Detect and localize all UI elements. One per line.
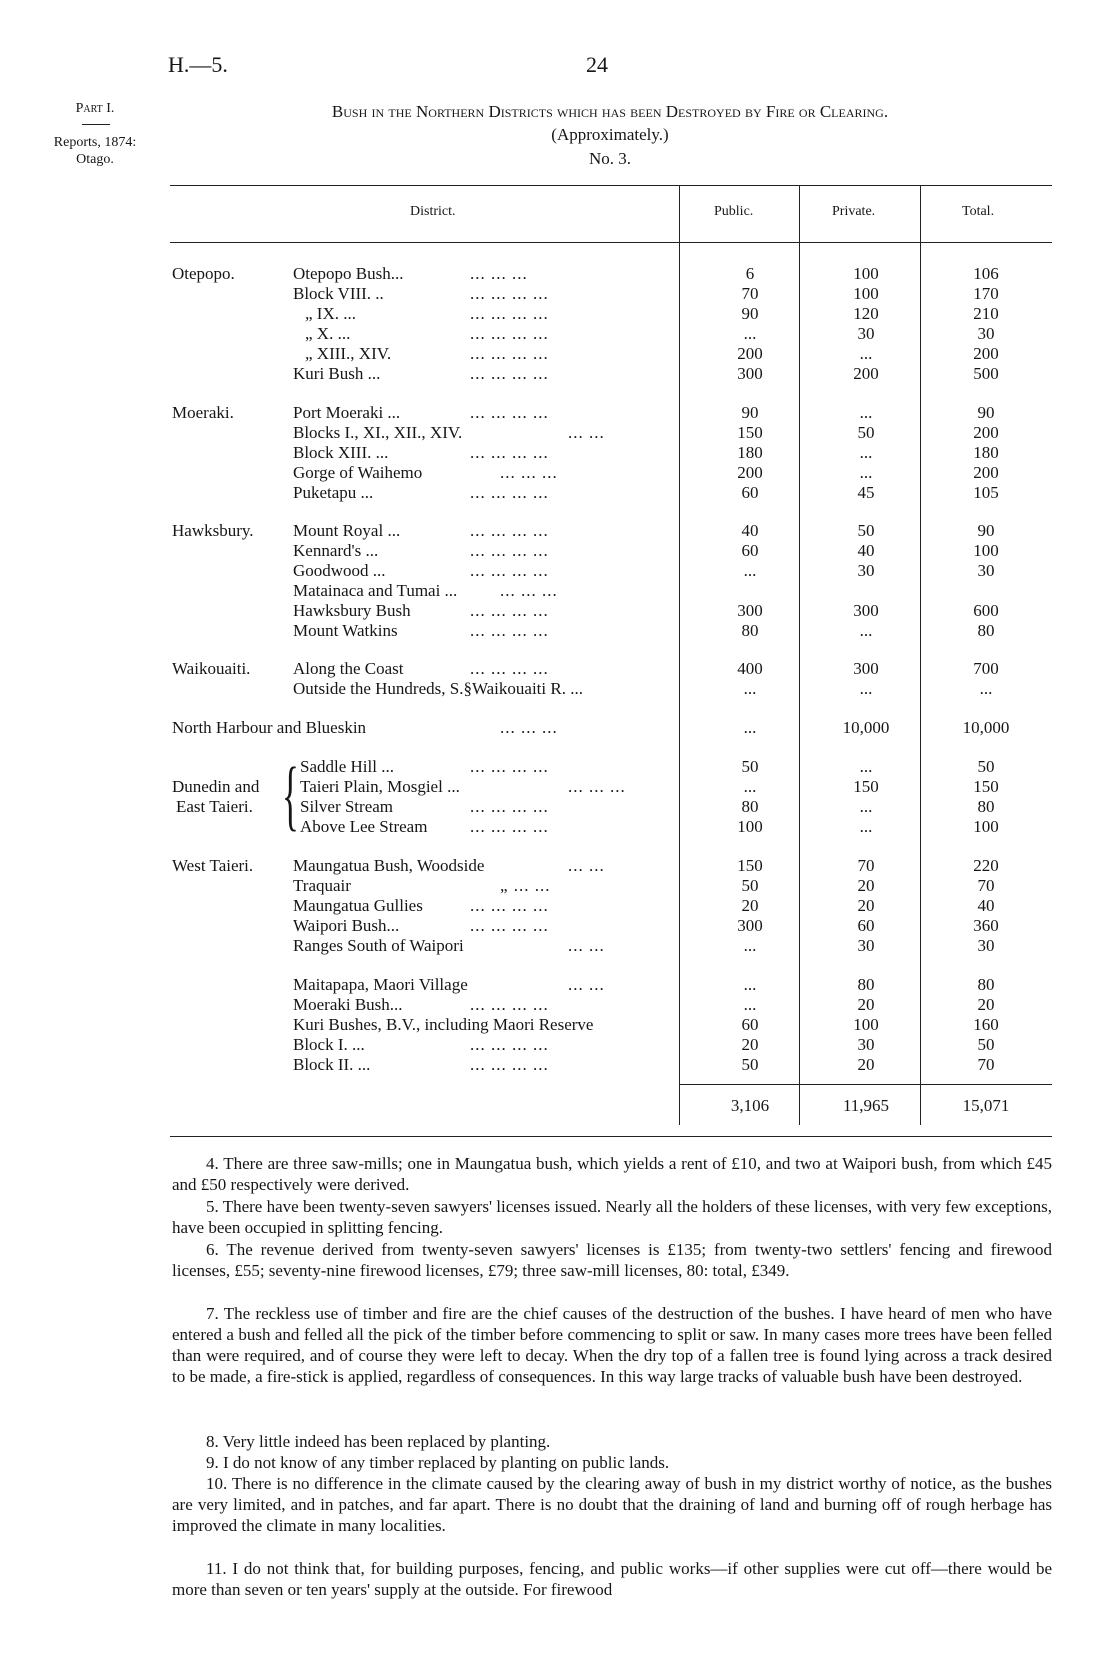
table-row [0, 757, 1114, 777]
table-row [0, 304, 1114, 324]
col-header-private: Private. [832, 204, 876, 219]
private-cell: 300 [853, 601, 879, 620]
table-row [0, 443, 1114, 463]
table-row [0, 423, 1114, 443]
district-cell: West Taieri. [172, 856, 254, 875]
public-cell: 50 [741, 757, 759, 776]
location-cell: „ IX. ... [305, 304, 356, 323]
leader-dots: ... ... ... ... [470, 601, 549, 620]
private-cell: 20 [857, 896, 875, 915]
col-header-public: Public. [714, 204, 754, 219]
private-cell: 50 [857, 423, 875, 442]
public-cell: ... [743, 679, 757, 698]
table-row [0, 1055, 1114, 1075]
table-row [0, 324, 1114, 344]
private-cell: ... [859, 621, 873, 640]
public-cell: ... [743, 561, 757, 580]
public-cell: ... [743, 936, 757, 955]
total-cell: 80 [977, 975, 995, 994]
public-cell: 90 [741, 304, 759, 323]
private-cell: 45 [857, 483, 875, 502]
paragraph-7: 7. The reckless use of timber and fire are the chief causes of the destruction of the bushes. I have heard of men who have entered a bush and felled all the pick of the timber before commencing to split or saw. In many cases more trees have been felled than were required, and of course they were left to decay. When the dry top of a fallen tree is found lying across a track desired to be made, a fire-stick is applied, regardless of consequences. In this way large tracks of valuable bush have been destroyed. [172, 1304, 1052, 1386]
leader-dots: ... ... ... [568, 777, 626, 796]
total-cell: 70 [977, 876, 995, 895]
total-cell: 80 [977, 797, 995, 816]
total-cell: 50 [977, 757, 995, 776]
district-cell: Dunedin and [172, 777, 260, 796]
table-number: No. 3. [588, 149, 632, 168]
private-cell: 10,000 [842, 718, 890, 737]
table-title: Bush in the Northern Districts which has been Destroyed by Fire or Clearing. [331, 102, 889, 121]
public-cell: 40 [741, 521, 759, 540]
private-cell: ... [859, 757, 873, 776]
leader-dots: ... ... ... ... [470, 621, 549, 640]
total-cell: 80 [977, 621, 995, 640]
private-cell: 80 [857, 975, 875, 994]
public-cell: ... [743, 324, 757, 343]
location-cell: Kuri Bushes, B.V., including Maori Reserve [293, 1015, 594, 1034]
location-cell: Block VIII. .. [293, 284, 384, 303]
leader-dots: ... ... ... ... [470, 304, 549, 323]
public-cell: ... [743, 718, 757, 737]
public-cell: 100 [737, 817, 763, 836]
location-cell: Ranges South of Waipori [293, 936, 464, 955]
margin-place: Otago. [76, 152, 114, 167]
leader-dots: ... ... ... [500, 581, 558, 600]
leader-dots: ... ... ... ... [470, 817, 549, 836]
private-cell: ... [859, 817, 873, 836]
district-cell: Otepopo. [172, 264, 235, 283]
leader-dots: ... ... ... ... [470, 284, 549, 303]
table-row [0, 601, 1114, 621]
leader-dots: ... ... ... [500, 463, 558, 482]
location-cell: Maungatua Gullies [293, 896, 423, 915]
table-subtitle: (Approximately.) [551, 125, 669, 144]
col-header-total: Total. [962, 204, 995, 219]
location-cell: Silver Stream [300, 797, 394, 816]
private-cell: 20 [857, 876, 875, 895]
table-row [0, 521, 1114, 541]
total-cell: 180 [973, 443, 999, 462]
private-cell: 200 [853, 364, 879, 383]
location-cell: Above Lee Stream [300, 817, 428, 836]
total-cell: 200 [973, 344, 999, 363]
private-cell: 30 [857, 1035, 875, 1054]
leader-dots: ... ... ... ... [470, 443, 549, 462]
table-row [0, 797, 1114, 817]
table-row [0, 916, 1114, 936]
public-cell: ... [743, 975, 757, 994]
paragraph-8: 8. Very little indeed has been replaced by planting. [206, 1432, 551, 1451]
public-cell: 200 [737, 463, 763, 482]
total-cell: 100 [973, 817, 999, 836]
public-cell: 60 [741, 483, 759, 502]
location-cell: Maitapapa, Maori Village [293, 975, 468, 994]
public-cell: 180 [737, 443, 763, 462]
paragraph-9: 9. I do not know of any timber replaced by planting on public lands. [206, 1453, 670, 1472]
location-cell: Block II. ... [293, 1055, 371, 1074]
total-cell: 30 [977, 936, 995, 955]
public-cell: 50 [741, 876, 759, 895]
leader-dots: „ ... ... [500, 876, 551, 895]
leader-dots: ... ... ... [470, 264, 528, 283]
leader-dots: ... ... ... ... [470, 659, 549, 678]
public-cell: 60 [741, 541, 759, 560]
leader-dots: ... ... ... ... [470, 797, 549, 816]
public-cell: 300 [737, 364, 763, 383]
public-cell: 80 [741, 621, 759, 640]
private-cell: 300 [853, 659, 879, 678]
total-cell: 210 [973, 304, 999, 323]
leader-dots: ... ... ... ... [470, 521, 549, 540]
total-cell: 50 [977, 1035, 995, 1054]
table-row [0, 679, 1114, 699]
private-cell: ... [859, 679, 873, 698]
total-cell: 500 [973, 364, 999, 383]
private-cell: 40 [857, 541, 875, 560]
leader-dots: ... ... [568, 975, 605, 994]
table-row [0, 995, 1114, 1015]
table-row [0, 817, 1114, 837]
total-cell: 70 [977, 1055, 995, 1074]
table-row [0, 344, 1114, 364]
total-cell: 10,000 [962, 718, 1010, 737]
public-cell: 70 [741, 284, 759, 303]
total-cell: 160 [973, 1015, 999, 1034]
location-cell: Port Moeraki ... [293, 403, 401, 422]
total-cell: 105 [973, 483, 999, 502]
totals-rule [679, 1084, 1052, 1085]
margin-reports: Reports, 1874: [53, 135, 137, 150]
public-cell: 400 [737, 659, 763, 678]
table-row [0, 718, 1114, 738]
grand-total: 15,071 [962, 1096, 1010, 1115]
table-row [0, 581, 1114, 601]
private-cell: 70 [857, 856, 875, 875]
page-number: 24 [586, 52, 608, 77]
location-cell: Mount Watkins [293, 621, 398, 640]
public-cell: 60 [741, 1015, 759, 1034]
private-cell: 120 [853, 304, 879, 323]
total-cell: 30 [977, 324, 995, 343]
total-cell: 30 [977, 561, 995, 580]
location-cell: Saddle Hill ... [300, 757, 394, 776]
paragraph-5: 5. There have been twenty-seven sawyers' licenses issued. Nearly all the holders of these licenses, with very few exceptions, have been occupied in splitting fencing. [172, 1197, 1052, 1237]
table-row [0, 621, 1114, 641]
table-row [0, 659, 1114, 679]
leader-dots: ... ... ... ... [470, 344, 549, 363]
private-cell: 50 [857, 521, 875, 540]
leader-dots: ... ... ... ... [470, 1035, 549, 1054]
public-cell: 6 [745, 264, 755, 283]
public-cell: ... [743, 995, 757, 1014]
private-cell: 20 [857, 995, 875, 1014]
private-cell: 100 [853, 264, 879, 283]
leader-dots: ... ... ... ... [470, 757, 549, 776]
location-cell: Kuri Bush ... [293, 364, 381, 383]
private-cell: 100 [853, 284, 879, 303]
table-row [0, 264, 1114, 284]
location-cell: Matainaca and Tumai ... [293, 581, 458, 600]
totals-row [0, 1096, 1114, 1116]
leader-dots: ... ... ... ... [470, 995, 549, 1014]
public-cell: 20 [741, 896, 759, 915]
group-brace: { [282, 751, 299, 838]
private-cell: 60 [857, 916, 875, 935]
private-total: 11,965 [842, 1096, 890, 1115]
public-cell: 90 [741, 403, 759, 422]
public-total: 3,106 [730, 1096, 770, 1115]
location-cell: Puketapu ... [293, 483, 374, 502]
private-cell: ... [859, 463, 873, 482]
location-cell: Hawksbury Bush [293, 601, 411, 620]
public-cell: 200 [737, 344, 763, 363]
total-cell: 150 [973, 777, 999, 796]
paragraph-10: 10. There is no difference in the climate caused by the clearing away of bush in my district worthy of notice, as the bushes are very limited, and in patches, and far apart. There is no doubt that the draining of land and burning off of rough herbage has improved the climate in many localities. [172, 1474, 1052, 1535]
total-cell: 20 [977, 995, 995, 1014]
private-cell: ... [859, 443, 873, 462]
leader-dots: ... ... ... ... [470, 1055, 549, 1074]
table-row [0, 777, 1114, 797]
location-cell: Taieri Plain, Mosgiel ... [300, 777, 460, 796]
leader-dots: ... ... ... ... [470, 541, 549, 560]
private-cell: 150 [853, 777, 879, 796]
location-cell: Outside the Hundreds, S.§Waikouaiti R. ... [293, 679, 583, 698]
private-cell: 30 [857, 936, 875, 955]
total-cell: 360 [973, 916, 999, 935]
public-cell: 150 [737, 856, 763, 875]
table-row [0, 1035, 1114, 1055]
leader-dots: ... ... [568, 423, 605, 442]
private-cell: ... [859, 403, 873, 422]
margin-part: Part I. [75, 101, 115, 116]
location-cell: Kennard's ... [293, 541, 379, 560]
table-row [0, 541, 1114, 561]
total-cell: 90 [977, 403, 995, 422]
leader-dots: ... ... ... ... [470, 483, 549, 502]
leader-dots: ... ... ... ... [470, 896, 549, 915]
district-cell: Moeraki. [172, 403, 234, 422]
table-row [0, 403, 1114, 423]
total-cell: 200 [973, 463, 999, 482]
table-row [0, 561, 1114, 581]
public-cell: 80 [741, 797, 759, 816]
table-row [0, 975, 1114, 995]
paragraph-6: 6. The revenue derived from twenty-seven sawyers' licenses is £135; from twenty-two settlers' fencing and firewood licenses, £55; seventy-nine firewood licenses, £79; three saw-mill licenses, 80: total, £349. [172, 1240, 1052, 1280]
location-cell: „ XIII., XIV. [305, 344, 392, 363]
location-cell: Along the Coast [293, 659, 404, 678]
private-cell: 20 [857, 1055, 875, 1074]
table-row [0, 364, 1114, 384]
public-cell: ... [743, 777, 757, 796]
table-row [0, 936, 1114, 956]
leader-dots: ... ... ... ... [470, 324, 549, 343]
table-row [0, 896, 1114, 916]
table-row [0, 876, 1114, 896]
public-cell: 150 [737, 423, 763, 442]
paragraph-4: 4. There are three saw-mills; one in Maungatua bush, which yields a rent of £10, and two at Waipori bush, from which £45 and £50 respectively were derived. [172, 1154, 1052, 1194]
private-cell: ... [859, 797, 873, 816]
total-cell: 90 [977, 521, 995, 540]
total-cell: 200 [973, 423, 999, 442]
public-cell: 300 [737, 916, 763, 935]
leader-dots: ... ... ... [500, 718, 558, 737]
total-cell: 106 [973, 264, 999, 283]
location-cell: „ X. ... [305, 324, 351, 343]
total-cell: ... [979, 679, 993, 698]
leader-dots: ... ... ... ... [470, 561, 549, 580]
location-cell: Block XIII. ... [293, 443, 389, 462]
location-cell: Blocks I., XI., XII., XIV. [293, 423, 463, 442]
location-cell: Traquair [293, 876, 351, 895]
leader-dots: ... ... ... ... [470, 916, 549, 935]
location-cell: Otepopo Bush... [293, 264, 404, 283]
leader-dots: ... ... [568, 856, 605, 875]
table-row [0, 284, 1114, 304]
private-cell: 30 [857, 324, 875, 343]
district-cell: Waikouaiti. [172, 659, 251, 678]
total-cell: 600 [973, 601, 999, 620]
document-code: H.—5. [168, 52, 228, 77]
public-cell: 20 [741, 1035, 759, 1054]
total-cell: 700 [973, 659, 999, 678]
margin-rule [82, 124, 110, 125]
table-bottom-rule [170, 1136, 1052, 1137]
table-row [0, 483, 1114, 503]
leader-dots: ... ... ... ... [470, 364, 549, 383]
district-cell: North Harbour and Blueskin [172, 718, 367, 737]
public-cell: 50 [741, 1055, 759, 1074]
private-cell: 100 [853, 1015, 879, 1034]
private-cell: 30 [857, 561, 875, 580]
leader-dots: ... ... ... ... [470, 403, 549, 422]
total-cell: 170 [973, 284, 999, 303]
district-cell: Hawksbury. [172, 521, 254, 540]
total-cell: 40 [977, 896, 995, 915]
location-cell: Block I. ... [293, 1035, 365, 1054]
private-cell: ... [859, 344, 873, 363]
location-cell: Gorge of Waihemo [293, 463, 423, 482]
location-cell: Waipori Bush... [293, 916, 400, 935]
paragraph-11: 11. I do not think that, for building purposes, fencing, and public works—if other supplies were cut off—there would be more than seven or ten years' supply at the outside. For firewood [172, 1559, 1052, 1599]
total-cell: 220 [973, 856, 999, 875]
leader-dots: ... ... [568, 936, 605, 955]
location-cell: Mount Royal ... [293, 521, 401, 540]
public-cell: 300 [737, 601, 763, 620]
location-cell: Moeraki Bush... [293, 995, 403, 1014]
location-cell: Maungatua Bush, Woodside [293, 856, 485, 875]
district-cell: East Taieri. [176, 797, 253, 816]
table-row [0, 1015, 1114, 1035]
col-header-district: District. [410, 204, 456, 219]
table-row [0, 856, 1114, 876]
table-row [0, 463, 1114, 483]
total-cell: 100 [973, 541, 999, 560]
location-cell: Goodwood ... [293, 561, 386, 580]
